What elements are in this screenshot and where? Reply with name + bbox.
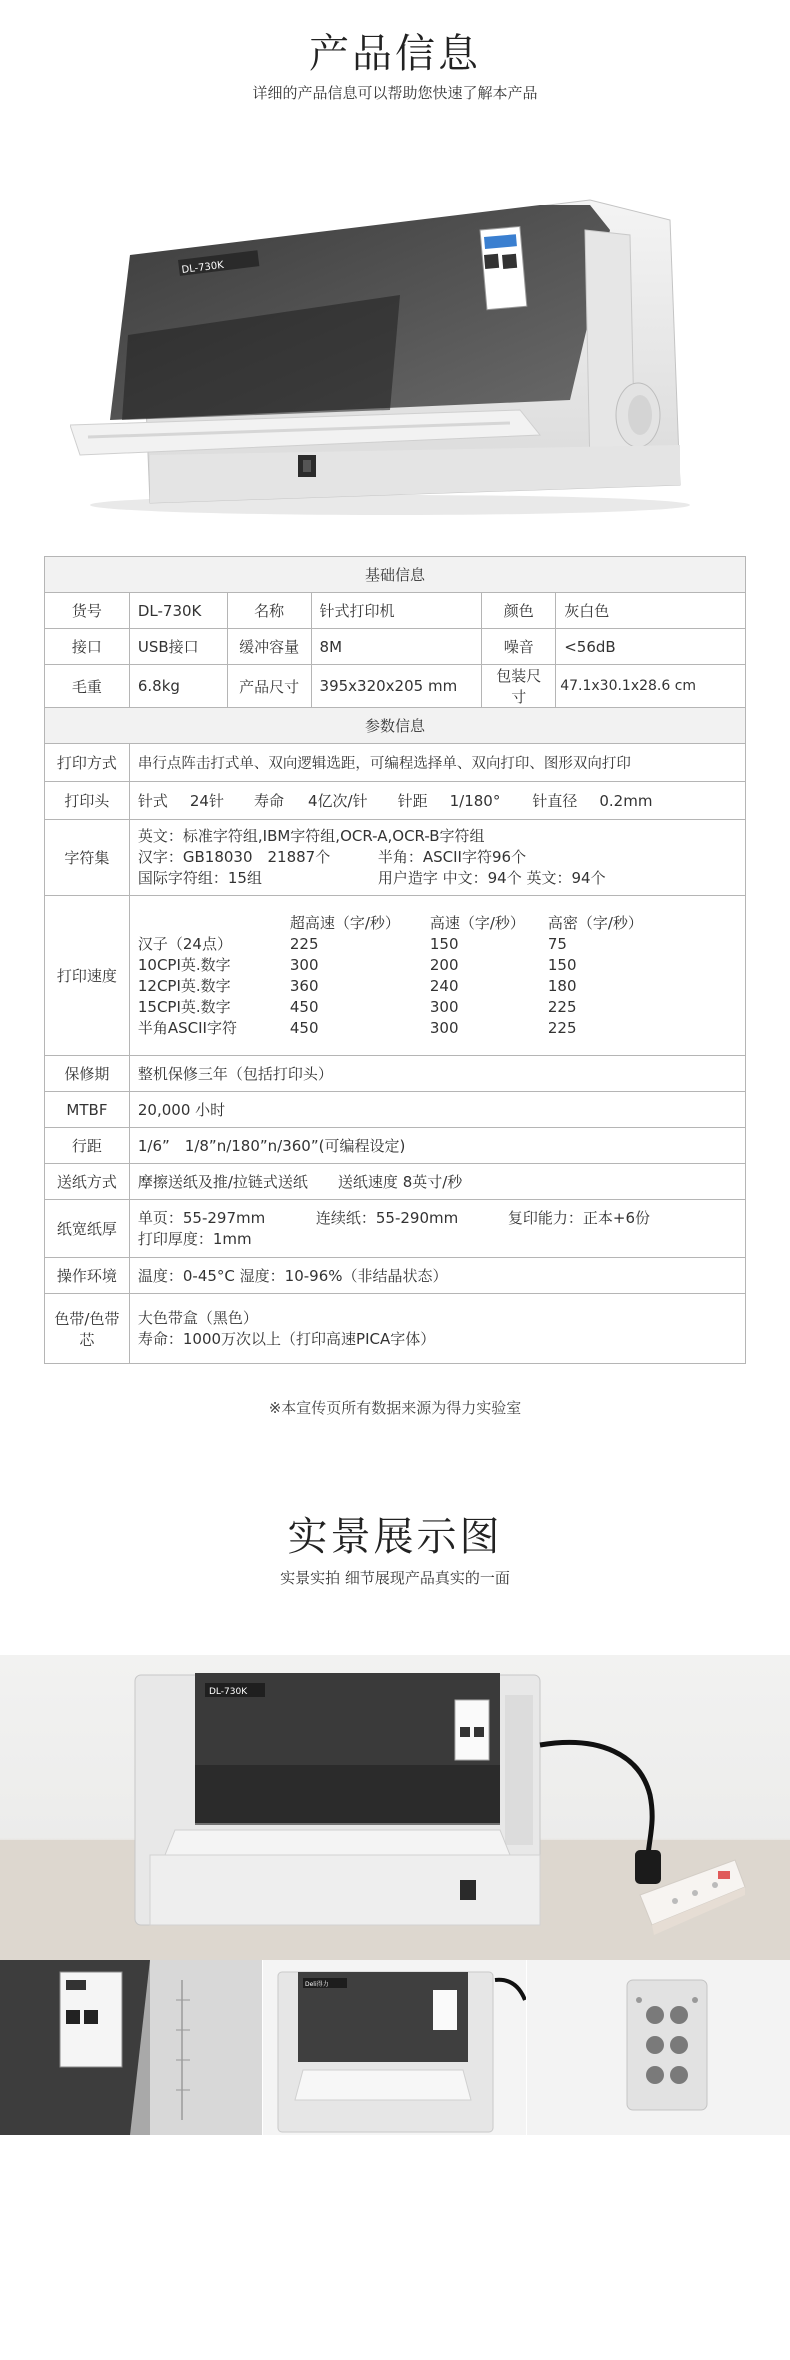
paper-size-item: 单页：55-297mm [137, 1208, 266, 1227]
speed-cell: 150 [547, 955, 577, 974]
spec-label: 名称 [227, 593, 311, 629]
speed-cell: 300 [429, 1018, 459, 1037]
paper-size-item: 打印厚度：1mm [137, 1229, 252, 1248]
speed-cell: 150 [429, 934, 459, 953]
table-row [45, 1294, 746, 1364]
paper-size-item: 连续纸：55-290mm [315, 1208, 459, 1227]
detail-brand-label: Deli得力 [305, 1981, 329, 1988]
speed-cell: 225 [289, 934, 319, 953]
detail-photo-panel [527, 1960, 790, 2135]
spec-label: 色带/色带芯 [45, 1294, 130, 1364]
spec-label: 货号 [45, 593, 130, 629]
table-row [45, 593, 746, 629]
footnote: ※本宣传页所有数据来源为得力实验室 [268, 1399, 522, 1417]
spec-value: 1/6” 1/8”n/180”n/360”(可编程设定) [129, 1128, 745, 1164]
spec-label: 操作环境 [45, 1258, 130, 1294]
spec-label: 打印速度 [45, 896, 130, 1056]
charset-line: 英文：标准字符组,IBM字符组,OCR-A,OCR-B字符组 [137, 827, 485, 845]
spec-value [129, 820, 745, 896]
spec-value [129, 782, 745, 820]
spec-value: 整机保修三年（包括打印头） [129, 1056, 745, 1092]
scene-photo [0, 1655, 790, 1960]
ribbon-line: 寿命：1000万次以上（打印高速PICA字体） [137, 1329, 436, 1348]
print-head-part: 针式 [137, 792, 168, 810]
print-head-part: 针直径 [532, 792, 578, 810]
paper-size-item: 复印能力：正本+6份 [507, 1208, 650, 1227]
spec-label: 送纸方式 [45, 1164, 130, 1200]
spec-value: <56dB [556, 629, 746, 665]
table-row [45, 1056, 746, 1092]
scene-printer-image [0, 1655, 790, 1960]
speed-row [138, 976, 643, 997]
spec-value: 6.8kg [129, 665, 227, 708]
speed-cell: 450 [289, 997, 319, 1016]
print-head-part: 24针 [189, 792, 224, 810]
spec-value: 8M [311, 629, 482, 665]
spec-value [129, 1294, 745, 1364]
params-info-header: 参数信息 [45, 708, 746, 744]
print-speed-table [138, 913, 643, 1039]
speed-cell: 300 [429, 997, 459, 1016]
speed-col-header [138, 913, 290, 934]
speed-cell: 75 [547, 934, 567, 953]
spec-value: 针式打印机 [311, 593, 482, 629]
table-row [45, 629, 746, 665]
charset-line: 半角：ASCII字符96个 [377, 848, 527, 866]
spec-label: 打印头 [45, 782, 130, 820]
spec-label: 行距 [45, 1128, 130, 1164]
spec-label: 字符集 [45, 820, 130, 896]
table-row [45, 665, 746, 708]
spec-label: 包装尺寸 [482, 665, 556, 708]
ribbon-line: 大色带盒（黑色） [137, 1308, 258, 1327]
speed-col-header: 高速（字/秒） [429, 913, 525, 932]
speed-row [138, 955, 643, 976]
scene-title: 实景展示图 [287, 1514, 503, 1560]
spec-label: 噪音 [482, 629, 556, 665]
detail-photo-sticker [0, 1960, 262, 2135]
table-row [45, 1164, 746, 1200]
scene-subtitle: 实景实拍 细节展现产品真实的一面 [280, 1569, 510, 1587]
speed-cell: 360 [289, 976, 319, 995]
speed-row [138, 1018, 643, 1039]
spec-label: 保修期 [45, 1056, 130, 1092]
detail-photo-front [263, 1960, 526, 2135]
product-info-title: 产品信息 [309, 31, 481, 77]
charset-line: 汉字：GB18030 21887个 [137, 848, 331, 866]
speed-row [138, 934, 643, 955]
speed-cell: 200 [429, 955, 459, 974]
speed-cell: 240 [429, 976, 459, 995]
spec-table [44, 556, 746, 1364]
table-row [45, 1128, 746, 1164]
spec-label: MTBF [45, 1092, 130, 1128]
speed-cell: 180 [547, 976, 577, 995]
spec-value [129, 1200, 745, 1258]
printer-product-image [70, 185, 690, 520]
print-head-part: 寿命 [253, 792, 284, 810]
spec-label: 毛重 [45, 665, 130, 708]
table-row [45, 1258, 746, 1294]
detail-sticker-image [0, 1960, 262, 2135]
spec-label: 打印方式 [45, 744, 130, 782]
speed-cell: 15CPI英.数字 [137, 997, 231, 1016]
speed-cell: 300 [289, 955, 319, 974]
detail-panel-image [527, 1960, 790, 2135]
spec-value: 灰白色 [556, 593, 746, 629]
table-row [45, 782, 746, 820]
speed-cell: 半角ASCII字符 [137, 1018, 237, 1037]
spec-value: 摩擦送纸及推/拉链式送纸 送纸速度 8英寸/秒 [129, 1164, 745, 1200]
print-head-part: 0.2mm [599, 792, 653, 810]
table-row [45, 1200, 746, 1258]
charset-line: 国际字符组：15组 [137, 869, 262, 887]
print-speed-cell [129, 896, 745, 1056]
speed-cell: 225 [547, 1018, 577, 1037]
speed-cell: 汉子（24点） [137, 934, 232, 953]
spec-value: 47.1x30.1x28.6 cm [556, 665, 746, 708]
table-row [45, 896, 746, 1056]
table-row [45, 744, 746, 782]
spec-value: USB接口 [129, 629, 227, 665]
print-head-part: 4亿次/针 [308, 792, 368, 810]
basic-info-header: 基础信息 [45, 557, 746, 593]
spec-value: DL-730K [129, 593, 227, 629]
spec-value: 串行点阵击打式单、双向逻辑选距，可编程选择单、双向打印、图形双向打印 [129, 744, 745, 782]
table-row [45, 1092, 746, 1128]
spec-value: 20,000 小时 [129, 1092, 745, 1128]
speed-cell: 12CPI英.数字 [137, 976, 231, 995]
spec-label: 纸宽纸厚 [45, 1200, 130, 1258]
spec-label: 缓冲容量 [227, 629, 311, 665]
print-head-part: 1/180° [449, 792, 501, 810]
scene-model-label: DL-730K [209, 1687, 248, 1697]
spec-label: 颜色 [482, 593, 556, 629]
spec-label: 接口 [45, 629, 130, 665]
speed-cell: 10CPI英.数字 [137, 955, 231, 974]
print-head-part: 针距 [397, 792, 428, 810]
detail-front-image [263, 1960, 526, 2135]
charset-line: 用户造字 中文：94个 英文：94个 [377, 869, 606, 887]
speed-cell: 225 [547, 997, 577, 1016]
speed-col-header: 高密（字/秒） [547, 913, 643, 932]
table-row [45, 820, 746, 896]
product-info-subtitle: 详细的产品信息可以帮助您快速了解本产品 [252, 84, 538, 102]
spec-value: 395x320x205 mm [311, 665, 482, 708]
speed-cell: 450 [289, 1018, 319, 1037]
printer-brand-label: DL-730K [181, 259, 225, 276]
speed-col-header: 超高速（字/秒） [289, 913, 400, 932]
spec-value: 温度：0-45°C 湿度：10-96%（非结晶状态） [129, 1258, 745, 1294]
speed-row [138, 997, 643, 1018]
spec-label: 产品尺寸 [227, 665, 311, 708]
